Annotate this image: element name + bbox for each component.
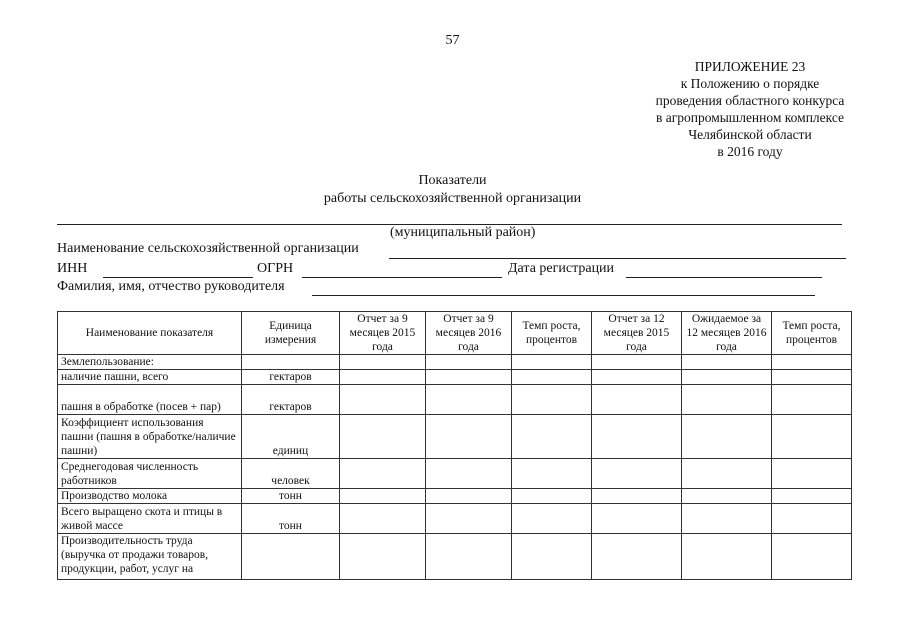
value-cell[interactable] xyxy=(772,504,852,534)
header-expected-12m-2016: Ожидаемое за 12 месяцев 2016 года xyxy=(682,312,772,355)
value-cell[interactable] xyxy=(426,415,512,459)
value-cell[interactable] xyxy=(426,459,512,489)
header-growth-rate: Темп роста, процентов xyxy=(512,312,592,355)
table-row xyxy=(58,489,852,504)
row-name: Землепользование: xyxy=(58,355,242,370)
row-unit: тонн xyxy=(242,489,340,504)
row-name: Производительность труда (выручка от продажи товаров, продукции, работ, услуг на xyxy=(58,534,242,580)
row-unit: гектаров xyxy=(242,370,340,385)
value-cell[interactable] xyxy=(592,459,682,489)
value-cell[interactable] xyxy=(340,534,426,580)
value-cell[interactable] xyxy=(682,489,772,504)
value-cell[interactable] xyxy=(592,489,682,504)
org-name-field[interactable] xyxy=(389,258,846,259)
value-cell[interactable] xyxy=(592,385,682,415)
value-cell[interactable] xyxy=(340,385,426,415)
header-report-9m-2015: Отчет за 9 месяцев 2015 года xyxy=(340,312,426,355)
value-cell[interactable] xyxy=(682,355,772,370)
row-name: наличие пашни, всего xyxy=(58,370,242,385)
value-cell[interactable] xyxy=(340,355,426,370)
table-header-row xyxy=(58,312,852,355)
header-indicator-name: Наименование показателя xyxy=(58,312,242,355)
value-cell[interactable] xyxy=(682,385,772,415)
value-cell[interactable] xyxy=(340,370,426,385)
value-cell[interactable] xyxy=(772,370,852,385)
appendix-title: ПРИЛОЖЕНИЕ 23 xyxy=(694,59,806,74)
value-cell[interactable] xyxy=(512,504,592,534)
value-cell[interactable] xyxy=(772,459,852,489)
appendix-line: в агропромышленном комплексе xyxy=(655,110,845,125)
appendix-line: Челябинской области xyxy=(688,127,812,142)
value-cell[interactable] xyxy=(512,355,592,370)
value-cell[interactable] xyxy=(426,385,512,415)
table-row xyxy=(58,415,852,459)
director-label: Фамилия, имя, отчество руководителя xyxy=(57,279,285,294)
heading-line-1: Показатели xyxy=(418,173,487,188)
row-name: пашня в обработке (посев + пар) xyxy=(58,385,242,415)
director-field[interactable] xyxy=(312,295,815,296)
value-cell[interactable] xyxy=(426,370,512,385)
value-cell[interactable] xyxy=(682,534,772,580)
value-cell[interactable] xyxy=(340,459,426,489)
row-unit xyxy=(242,534,340,580)
value-cell[interactable] xyxy=(512,459,592,489)
header-report-9m-2016: Отчет за 9 месяцев 2016 года xyxy=(426,312,512,355)
value-cell[interactable] xyxy=(772,534,852,580)
document-heading xyxy=(0,172,905,208)
value-cell[interactable] xyxy=(340,504,426,534)
inn-label: ИНН xyxy=(57,261,88,276)
value-cell[interactable] xyxy=(772,385,852,415)
row-unit: гектаров xyxy=(242,385,340,415)
value-cell[interactable] xyxy=(340,415,426,459)
value-cell[interactable] xyxy=(340,489,426,504)
table-row xyxy=(58,385,852,415)
value-cell[interactable] xyxy=(592,415,682,459)
appendix-line: в 2016 году xyxy=(717,144,783,159)
value-cell[interactable] xyxy=(592,370,682,385)
row-unit: человек xyxy=(242,459,340,489)
appendix-block xyxy=(600,58,900,160)
value-cell[interactable] xyxy=(512,534,592,580)
value-cell[interactable] xyxy=(426,355,512,370)
value-cell[interactable] xyxy=(426,504,512,534)
value-cell[interactable] xyxy=(592,504,682,534)
row-name: Всего выращено скота и птицы в живой массе xyxy=(58,504,242,534)
table-row xyxy=(58,355,852,370)
header-unit: Единица измерения xyxy=(242,312,340,355)
value-cell[interactable] xyxy=(772,355,852,370)
value-cell[interactable] xyxy=(426,534,512,580)
value-cell[interactable] xyxy=(682,504,772,534)
district-caption: (муниципальный район) xyxy=(390,225,536,240)
reg-date-field[interactable] xyxy=(626,277,822,278)
value-cell[interactable] xyxy=(512,370,592,385)
page-number: 57 xyxy=(445,33,460,48)
value-cell[interactable] xyxy=(512,385,592,415)
table-row xyxy=(58,459,852,489)
ogrn-label: ОГРН xyxy=(257,261,294,276)
row-name: Коэффициент использования пашни (пашня в обработке/наличие пашни) xyxy=(58,415,242,459)
heading-line-2: работы сельскохозяйственной организации xyxy=(323,191,582,206)
header-growth-rate-annual: Темп роста, процентов xyxy=(772,312,852,355)
value-cell[interactable] xyxy=(772,489,852,504)
table-row xyxy=(58,534,852,580)
indicators-table xyxy=(57,311,852,580)
value-cell[interactable] xyxy=(512,415,592,459)
value-cell[interactable] xyxy=(682,459,772,489)
row-unit: единиц xyxy=(242,415,340,459)
value-cell[interactable] xyxy=(682,370,772,385)
row-name: Производство молока xyxy=(58,489,242,504)
appendix-line: проведения областного конкурса xyxy=(655,93,845,108)
table-row xyxy=(58,370,852,385)
appendix-line: к Положению о порядке xyxy=(680,76,820,91)
value-cell[interactable] xyxy=(592,534,682,580)
value-cell[interactable] xyxy=(682,415,772,459)
value-cell[interactable] xyxy=(426,489,512,504)
org-name-label: Наименование сельскохозяйственной организации xyxy=(57,241,359,256)
ogrn-field[interactable] xyxy=(302,277,502,278)
value-cell[interactable] xyxy=(592,355,682,370)
value-cell[interactable] xyxy=(772,415,852,459)
row-name: Среднегодовая численность работников xyxy=(58,459,242,489)
row-unit xyxy=(242,355,340,370)
inn-field[interactable] xyxy=(103,277,253,278)
table-row xyxy=(58,504,852,534)
row-unit: тонн xyxy=(242,504,340,534)
header-report-12m-2015: Отчет за 12 месяцев 2015 года xyxy=(592,312,682,355)
value-cell[interactable] xyxy=(512,489,592,504)
reg-date-label: Дата регистрации xyxy=(508,261,615,276)
